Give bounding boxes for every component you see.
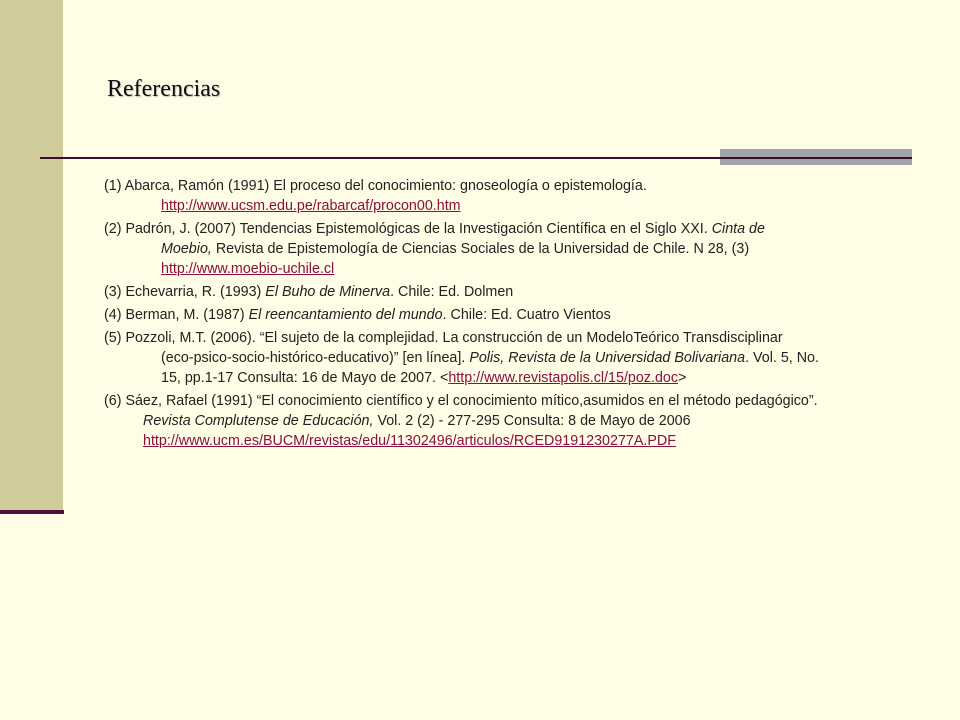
reference-1: (1) Abarca, Ramón (1991) El proceso del conocimiento: gnoseología o epistemología. http://www.ucsm.edu.pe/rabarcaf/procon00.htm: [104, 178, 647, 214]
left-decorative-band: [0, 0, 63, 510]
reference-5-link[interactable]: http://www.revistapolis.cl/15/poz.doc: [448, 370, 678, 386]
reference-2-link[interactable]: http://www.moebio-uchile.cl: [161, 261, 335, 277]
reference-6-link[interactable]: http://www.ucm.es/BUCM/revistas/edu/11302496/articulos/RCED9191230277A.PDF: [143, 433, 676, 449]
slide-title: Referencias: [107, 76, 221, 102]
reference-5: (5) Pozzoli, M.T. (2006). “El sujeto de la complejidad. La construcción de un ModeloTeórico Transdisciplinar (eco-psico-socio-histórico-educativo)” [en línea]. Polis, Revista de la Universidad Bolivariana. Vol. 5, No. 15, pp.1-17 Consulta: 16 de Mayo de 2007. <http://www.revistapolis.cl/15/poz.doc>: [104, 330, 819, 386]
left-band-underline: [0, 510, 64, 514]
title-rule: [40, 157, 912, 159]
reference-1-link[interactable]: http://www.ucsm.edu.pe/rabarcaf/procon00.htm: [161, 198, 461, 214]
reference-2: (2) Padrón, J. (2007) Tendencias Epistemológicas de la Investigación Científica en el Siglo XXI. Cinta de Moebio, Revista de Epistemología de Ciencias Sociales de la Universidad de Chile. N 28, (3) http://www.moebio-uchile.cl: [104, 221, 765, 277]
reference-list: [104, 176, 914, 454]
reference-6: (6) Sáez, Rafael (1991) “El conocimiento científico y el conocimiento mítico,asumidos en el método pedagógico”. Revista Complutense de Educación, Vol. 2 (2) - 277-295 Consulta: 8 de Mayo de 2006 http://www.ucm.es/BUCM/revistas/edu/11302496/articulos/RCED9191230277A.PDF: [104, 393, 818, 449]
reference-3: (3) Echevarria, R. (1993) El Buho de Minerva. Chile: Ed. Dolmen: [104, 284, 514, 300]
reference-4: (4) Berman, M. (1987) El reencantamiento del mundo. Chile: Ed. Cuatro Vientos: [104, 307, 611, 323]
